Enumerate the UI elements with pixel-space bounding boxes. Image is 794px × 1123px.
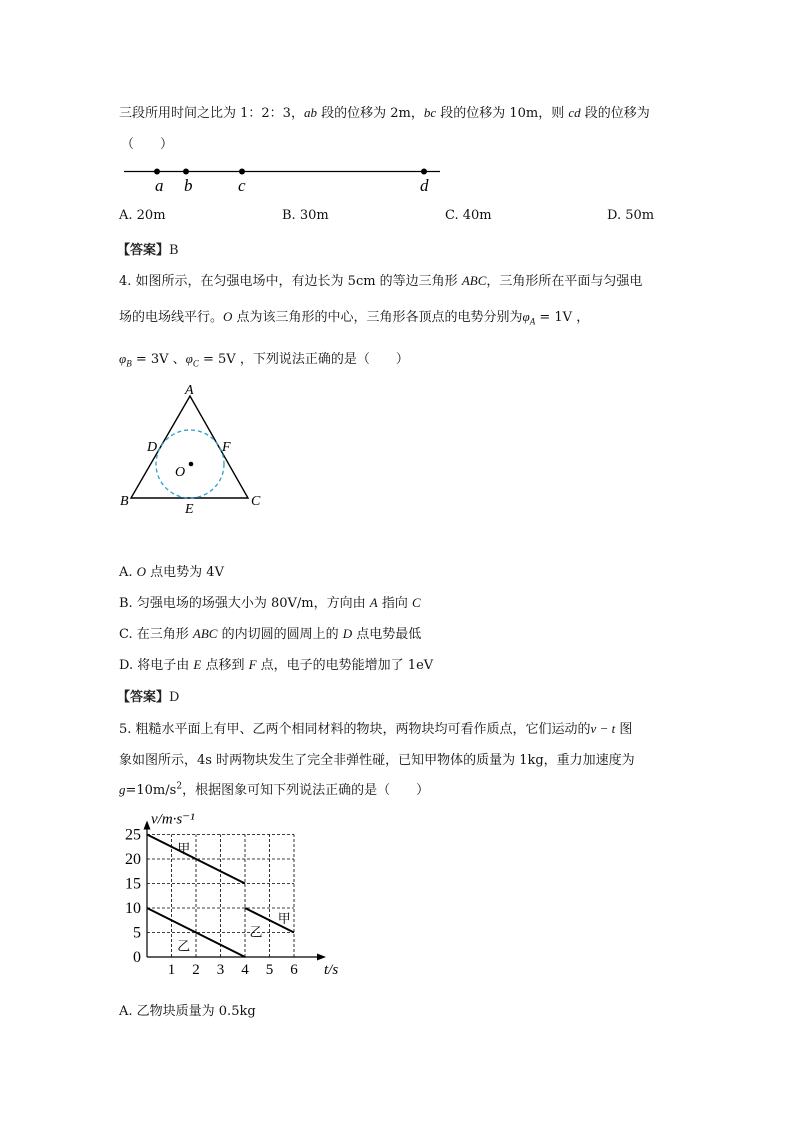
q4-triangle-diagram [115,382,275,522]
q5-line1: 5. 粗糙水平面上有甲、乙两个相同材料的物块，两物块均可看作质点，它们运动的v − t 图 [119,721,633,737]
chart-grid [147,835,294,958]
q3-paren: （ ） [121,137,174,152]
series-label: 甲 [277,910,291,926]
q3-line1: 三段所用时间之比为 1：2：3，ab 段的位移为 2m，bc 段的位移为 10m，则 cd 段的位移为 [119,105,650,121]
x-axis-label: t/s [324,962,339,978]
q4-option-c: C. 在三角形 ABC 的内切圆的圆周上的 D 点电势最低 [119,626,422,642]
vt-chart [115,812,355,982]
q4-label-D: D [147,440,158,455]
q4-center-dot [189,462,194,467]
series-label: 乙 [177,938,191,954]
q4-answer: 【答案】D [117,690,180,705]
q3-point-c [239,169,245,175]
x-tick-label: 6 [290,962,298,978]
y-tick-label: 15 [125,875,141,893]
series-line [245,908,270,920]
y-axis-label: v/m·s⁻¹ [151,812,195,828]
q4-label-B: B [120,494,129,509]
q3-cd: cd [568,105,581,120]
q4-label-O: O [175,465,186,480]
x-tick-label: 2 [192,962,200,978]
q3-answer: 【答案】B [117,243,179,258]
q3-ab: ab [303,105,317,120]
q3-point-a [154,169,160,175]
series-label: 甲 [177,841,191,857]
q3-option-c: C. 40m [445,208,492,223]
x-tick-label: 4 [241,962,249,978]
q4-line2: 场的电场线平行。O 点为该三角形的中心，三角形各顶点的电势分别为$\varphi_A = 1V$ ， [119,309,590,327]
q3-label-a: a [155,176,164,195]
y-tick-label: 25 [125,826,141,844]
q3-option-d: D. 50m [607,208,655,223]
q5-option-a: A. 乙物块质量为 0.5kg [119,1004,256,1019]
q4-label-C: C [251,494,261,509]
q3-bc: bc [423,105,437,120]
q5-line3: $g=10m/s^2$，根据图象可知下列说法正确的是（ ） [119,781,430,798]
chart-axes [144,821,327,961]
x-tick-label: 5 [265,962,274,978]
x-tick-label: 3 [216,962,225,978]
q4-label-E: E [185,502,194,517]
q4-label-A: A [185,383,194,398]
y-tick-label: 10 [125,900,141,917]
q3-option-a: A. 20m [119,208,166,223]
q5-line2: 象如图所示，4s 时两物块发生了完全非弹性碰，已知甲物体的质量为 1kg，重力加速度为 [119,753,635,768]
q4-option-a: A. O 点电势为 4V [119,564,224,580]
q3-option-b: B. 30m [282,208,329,223]
q3-line-diagram [120,164,450,196]
q3-label-c: c [238,176,246,195]
series-label: 乙 [249,924,263,940]
q4-line3: $\varphi_B = 3V$ 、$\varphi_C = 5V$ ，下列说法正确的是（ ） [119,351,409,369]
q3-point-d [421,169,427,175]
q3-point-b [183,169,189,175]
y-tick-label: 20 [125,851,141,868]
x-tick-label: 1 [167,962,176,978]
q4-option-d: D. 将电子由 E 点移到 F 点，电子的电势能增加了 1eV [119,657,434,673]
x-axis-arrow [317,954,326,961]
q3-label-b: b [184,176,193,195]
q4-option-b: B. 匀强电场的场强大小为 80V/m，方向由 A 指向 C [119,595,421,611]
y-tick-label: 0 [133,949,141,966]
q3-label-d: d [420,176,429,195]
q4-label-F: F [222,440,231,455]
q4-line1: 4. 如图所示，在匀强电场中，有边长为 5cm 的等边三角形 ABC，三角形所在平面与匀强电 [119,273,643,289]
y-axis-arrow [144,821,151,830]
y-tick-label: 5 [133,924,141,942]
chart-labels [125,812,338,978]
